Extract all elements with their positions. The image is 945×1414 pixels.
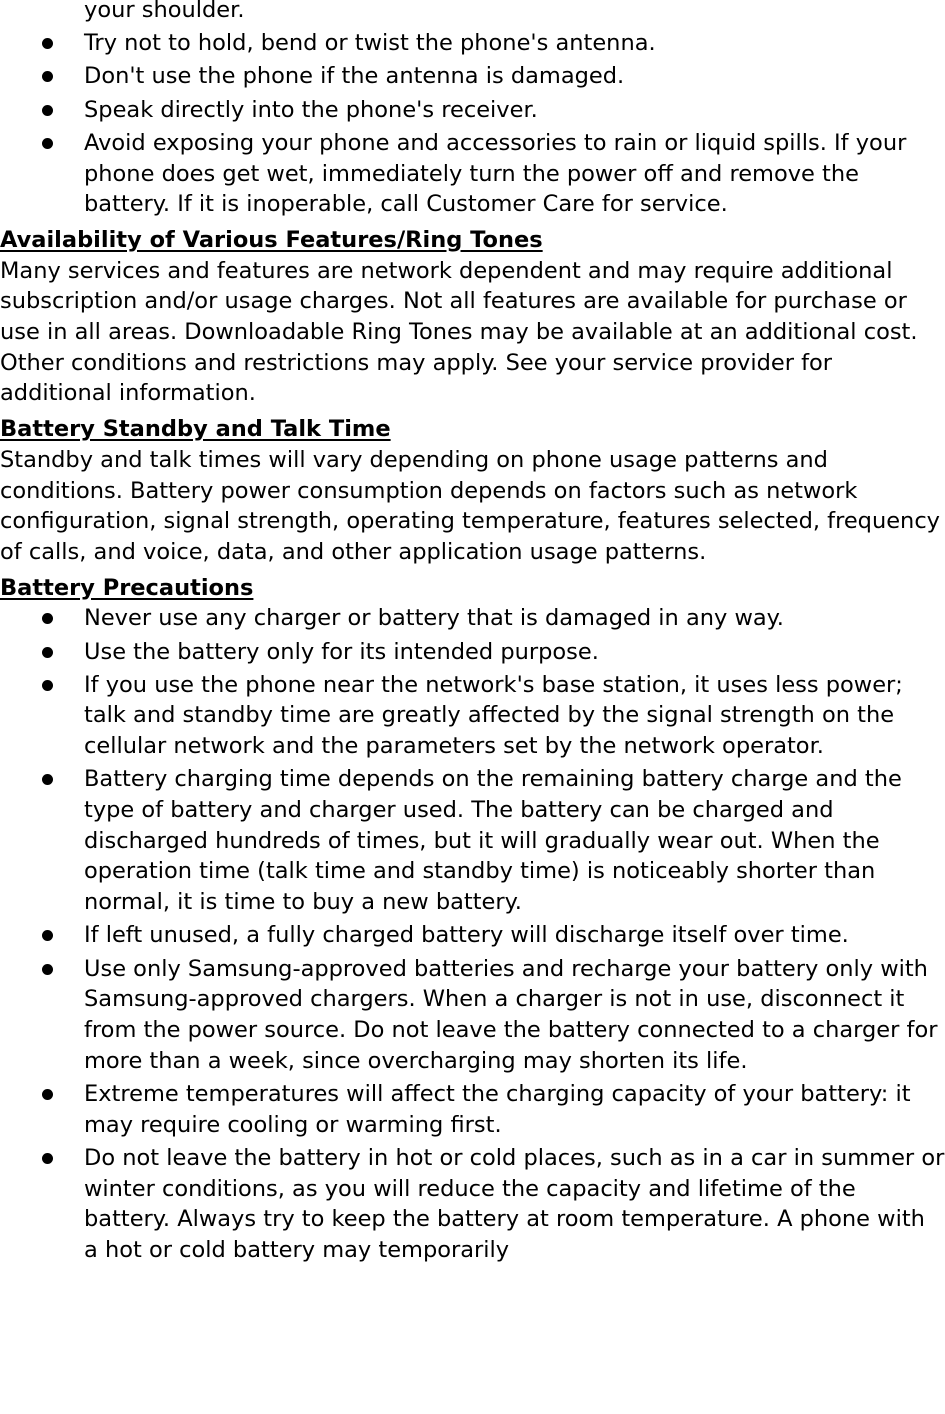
bullet-dot-icon — [42, 1089, 53, 1100]
bullet-dot-icon — [42, 613, 53, 624]
bullet-dot-icon — [42, 774, 53, 785]
list-item-text: If left unused, a fully charged battery will discharge itself over time. — [84, 922, 849, 949]
battery-precautions-list — [0, 603, 945, 1265]
list-item — [0, 1079, 945, 1140]
intro-bullet-list — [0, 28, 945, 220]
list-item — [0, 637, 945, 668]
list-item — [0, 920, 945, 951]
list-item-text: Do not leave the battery in hot or cold places, such as in a car in summer or winter conditions, as you will reduce the capacity and lifetime of the battery. Always try to keep the battery at room temperature. A phone with a hot or cold battery may temporarily — [84, 1144, 945, 1263]
bullet-dot-icon — [42, 105, 53, 116]
list-item — [0, 603, 945, 634]
bullet-dot-icon — [42, 38, 53, 49]
list-item — [0, 28, 945, 59]
list-item-text: Never use any charger or battery that is damaged in any way. — [84, 605, 784, 632]
list-item-text: Don't use the phone if the antenna is damaged. — [84, 63, 625, 90]
intro-continuation-text: your shoulder. — [84, 0, 245, 23]
bullet-dot-icon — [42, 680, 53, 691]
list-item — [0, 670, 945, 762]
list-item-text: Battery charging time depends on the remaining battery charge and the type of battery and charger used. The battery can be charged and discharged hundreds of times, but it will gradually wear out. When the operation time (talk time and standby time) is noticeably shorter than normal, it is time to buy a new battery. — [84, 766, 902, 916]
bullet-dot-icon — [42, 71, 53, 82]
list-item-text: Try not to hold, bend or twist the phone's antenna. — [84, 30, 656, 57]
list-item-text: Avoid exposing your phone and accessories to rain or liquid spills. If your phone does get wet, immediately turn the power off and remove the battery. If it is inoperable, call Customer Care for service. — [84, 129, 907, 218]
list-item-text: Extreme temperatures will affect the charging capacity of your battery: it may require cooling or warming first. — [84, 1080, 911, 1138]
list-item — [0, 954, 945, 1077]
bullet-dot-icon — [42, 647, 53, 658]
list-item — [0, 1143, 945, 1266]
list-item — [0, 128, 945, 220]
battery-precautions-heading: Battery Precautions — [0, 574, 254, 601]
battery-standby-paragraph: Standby and talk times will vary depending on phone usage patterns and conditions. Battery power consumption depends on factors such as network configuration, signal strength, operating temperature, features selected, frequency of calls, and voice, data, and other application usage patterns. — [0, 446, 941, 565]
list-item — [0, 95, 945, 126]
list-item — [0, 61, 945, 92]
bullet-dot-icon — [42, 138, 53, 149]
list-item-text: Speak directly into the phone's receiver. — [84, 96, 538, 123]
list-item-text: Use the battery only for its intended purpose. — [84, 638, 599, 665]
availability-paragraph: Many services and features are network dependent and may require additional subscription and/or usage charges. Not all features are available for purchase or use in all areas. Downloadable Ring Tones may be available at an additional cost. Other conditions and restrictions may apply. See your service provider for additional information. — [0, 257, 918, 407]
bullet-dot-icon — [42, 964, 53, 975]
list-item-text: Use only Samsung-approved batteries and recharge your battery only with Samsung-approved chargers. When a charger is not in use, disconnect it from the power source. Do not leave the battery connected to a charger for more than a week, since overcharging may shorten its life. — [84, 955, 938, 1074]
availability-heading: Availability of Various Features/Ring Tones — [0, 226, 543, 253]
battery-standby-heading: Battery Standby and Talk Time — [0, 416, 391, 443]
list-item-text: If you use the phone near the network's base station, it uses less power; talk and standby time are greatly affected by the signal strength on the cellular network and the parameters set by the network operator. — [84, 671, 903, 760]
bullet-dot-icon — [42, 930, 53, 941]
list-item — [0, 764, 945, 918]
bullet-dot-icon — [42, 1153, 53, 1164]
